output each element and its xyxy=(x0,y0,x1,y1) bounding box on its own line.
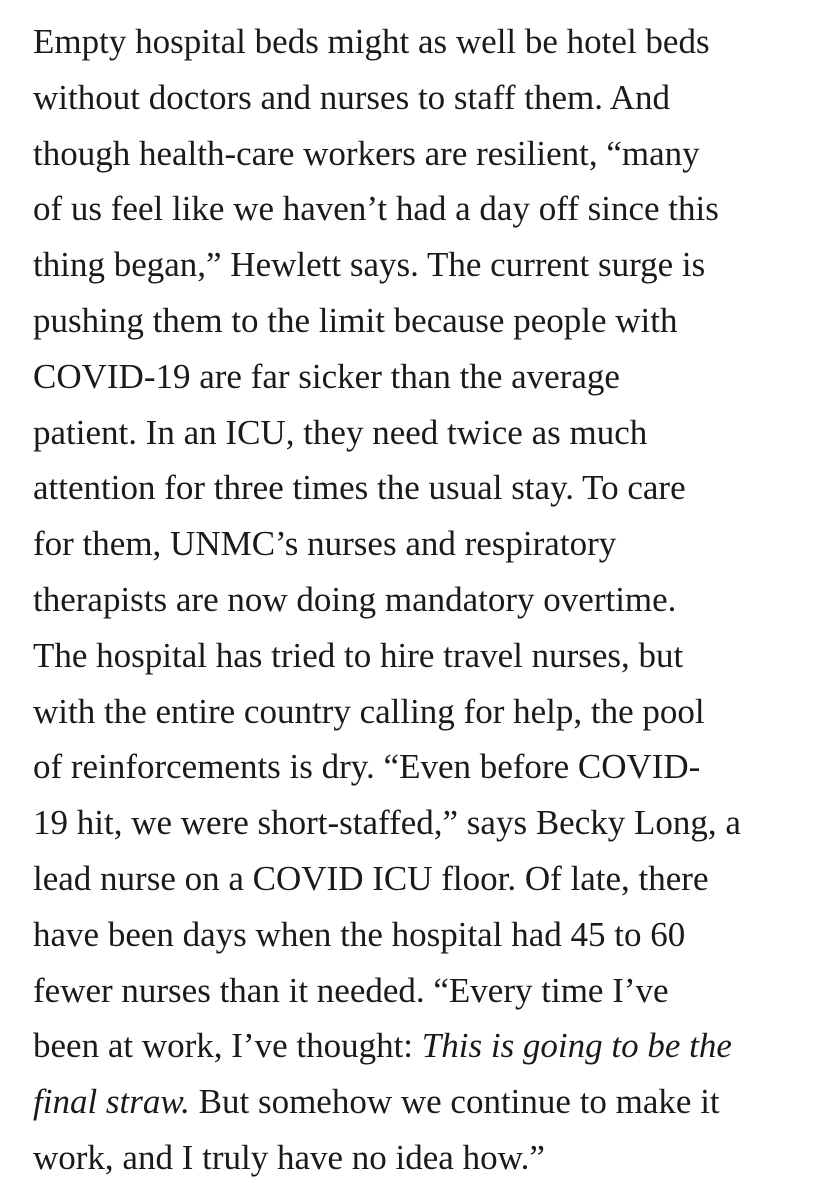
text-line: attention for three times the usual stay. To care xyxy=(33,468,686,508)
text-line: of us feel like we haven’t had a day off since this xyxy=(33,189,719,229)
text-line: pushing them to the limit because people with xyxy=(33,300,678,340)
italic-thought: final straw. xyxy=(33,1082,190,1122)
text-line: have been days when the hospital had 45 to 60 xyxy=(33,914,686,954)
article-paragraph xyxy=(33,14,813,1186)
text-line: work, and I truly have no idea how.” xyxy=(33,1137,545,1177)
text-line: 19 hit, we were short-staffed,” says Becky Long, a xyxy=(33,803,741,843)
text-line: without doctors and nurses to staff them. And xyxy=(33,77,671,117)
text-line: therapists are now doing mandatory overtime. xyxy=(33,579,677,619)
text-line: COVID-19 are far sicker than the average xyxy=(33,356,620,396)
text-line: for them, UNMC’s nurses and respiratory xyxy=(33,524,617,564)
italic-thought: This is going to be the xyxy=(421,1026,732,1066)
text-line: thing began,” Hewlett says. The current surge is xyxy=(33,245,706,285)
text-line: final straw. But somehow we continue to make it xyxy=(33,1082,720,1122)
text-line: though health-care workers are resilient, “many xyxy=(33,133,700,173)
text-line: Empty hospital beds might as well be hotel beds xyxy=(33,22,710,61)
text-line: lead nurse on a COVID ICU floor. Of late, there xyxy=(33,858,709,898)
text-line: been at work, I’ve thought: This is going to be the xyxy=(33,1026,732,1066)
text-line: patient. In an ICU, they need twice as much xyxy=(33,412,648,452)
text-line: with the entire country calling for help, the pool xyxy=(33,691,705,731)
text-line: of reinforcements is dry. “Even before COVID- xyxy=(33,747,701,787)
text-line: The hospital has tried to hire travel nurses, but xyxy=(33,635,684,675)
text-line: fewer nurses than it needed. “Every time I’ve xyxy=(33,970,669,1010)
